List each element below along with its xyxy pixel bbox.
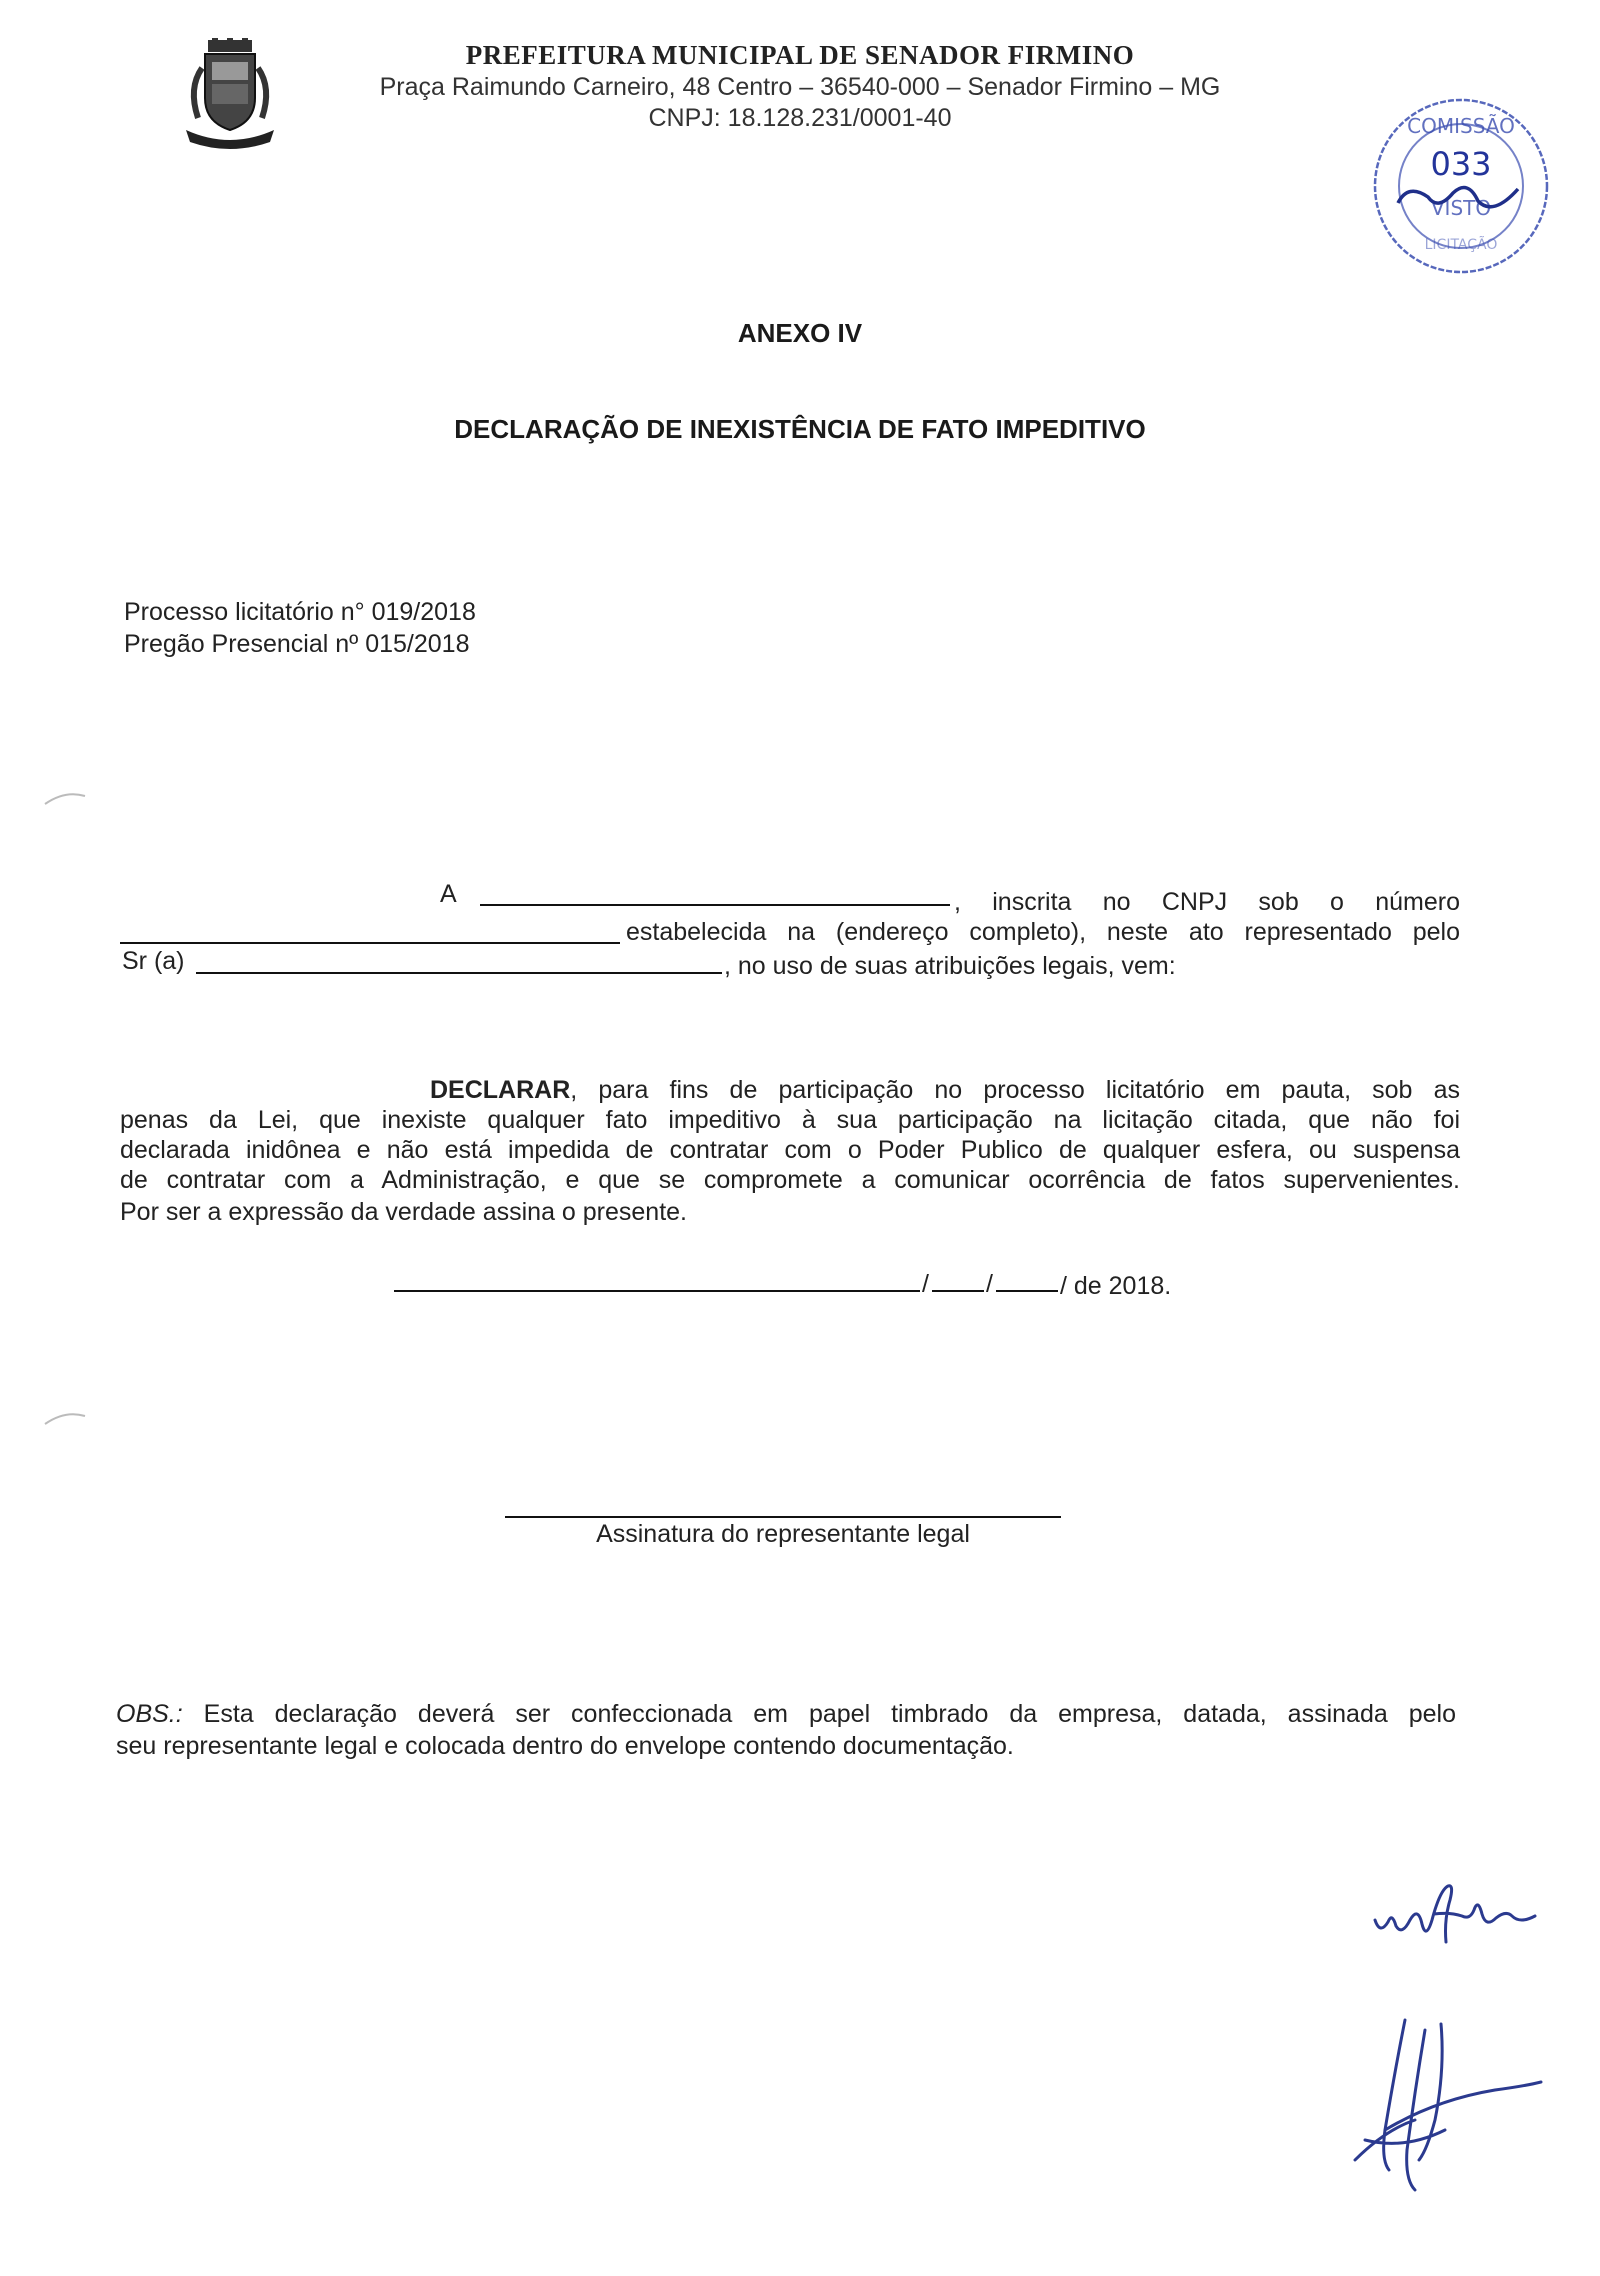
declaration-line-1-rest: , para fins de participação no processo licitatório em pauta, sob as xyxy=(570,1076,1460,1104)
date-slash-2: / xyxy=(986,1270,993,1298)
auction-number: Pregão Presencial nº 015/2018 xyxy=(124,630,470,658)
declaration-line-4: de contratar com a Administração, e que se compromete a comunicar ocorrência de fatos supervenientes. xyxy=(120,1166,1460,1194)
margin-mark xyxy=(40,788,90,808)
process-number: Processo licitatório n° 019/2018 xyxy=(124,598,476,626)
obs-label: OBS.: xyxy=(116,1700,183,1728)
handwritten-signature xyxy=(1345,2010,1545,2210)
signature-line[interactable] xyxy=(505,1516,1061,1518)
date-slash-1: / xyxy=(922,1270,929,1298)
annex-subtitle: DECLARAÇÃO DE INEXISTÊNCIA DE FATO IMPEDITIVO xyxy=(454,414,1146,444)
obs-line-2: seu representante legal e colocada dentro do envelope contendo documentação. xyxy=(116,1732,1014,1760)
seal-top-text: COMISSÃO xyxy=(1407,114,1515,138)
company-address-text: estabelecida na (endereço completo), neste ato representado pelo xyxy=(626,918,1460,946)
municipality-address: Praça Raimundo Carneiro, 48 Centro – 36540-000 – Senador Firmino – MG xyxy=(379,73,1221,101)
margin-mark xyxy=(40,1408,90,1428)
company-cnpj-blank[interactable] xyxy=(120,920,620,944)
municipality-title: PREFEITURA MUNICIPAL DE SENADOR FIRMINO xyxy=(465,40,1135,70)
seal-number: 033 xyxy=(1430,145,1492,183)
commission-seal-stamp xyxy=(1368,93,1554,279)
seal-middle-text: VISTO xyxy=(1430,196,1492,220)
declaration-line-2: penas da Lei, que inexiste qualquer fato impeditivo à sua participação na licitação citada, que não foi xyxy=(120,1106,1460,1134)
representative-prefix: Sr (a) xyxy=(122,947,185,975)
date-month-blank[interactable] xyxy=(996,1268,1058,1292)
representative-name-blank[interactable] xyxy=(196,950,722,974)
handwritten-initials xyxy=(1370,1880,1540,1960)
obs-line-1 xyxy=(116,1700,1456,1729)
company-name-blank[interactable] xyxy=(480,882,950,906)
date-year-suffix: / de 2018. xyxy=(1060,1272,1172,1300)
declaration-keyword: DECLARAR xyxy=(430,1076,571,1104)
date-day-blank[interactable] xyxy=(932,1268,984,1292)
annex-title: ANEXO IV xyxy=(737,318,863,348)
declaration-line-3: declarada inidônea e não está impedida de contratar com o Poder Publico de qualquer esfera, ou suspensa xyxy=(120,1136,1460,1164)
date-place-blank[interactable] xyxy=(394,1268,920,1292)
municipality-cnpj: CNPJ: 18.128.231/0001-40 xyxy=(648,104,952,132)
signature-label: Assinatura do representante legal xyxy=(596,1520,970,1548)
declaration-line-1 xyxy=(430,1076,1460,1105)
seal-bottom-text: LICITAÇÃO xyxy=(1424,237,1498,253)
company-cnpj-text: , inscrita no CNPJ sob o número xyxy=(954,888,1460,916)
declaration-line-5: Por ser a expressão da verdade assina o presente. xyxy=(120,1198,688,1226)
company-prefix: A xyxy=(440,880,457,908)
obs-line-1-rest: Esta declaração deverá ser confeccionada em papel timbrado da empresa, datada, assinada pelo xyxy=(182,1700,1456,1728)
representative-text: , no uso de suas atribuições legais, vem: xyxy=(724,952,1176,980)
